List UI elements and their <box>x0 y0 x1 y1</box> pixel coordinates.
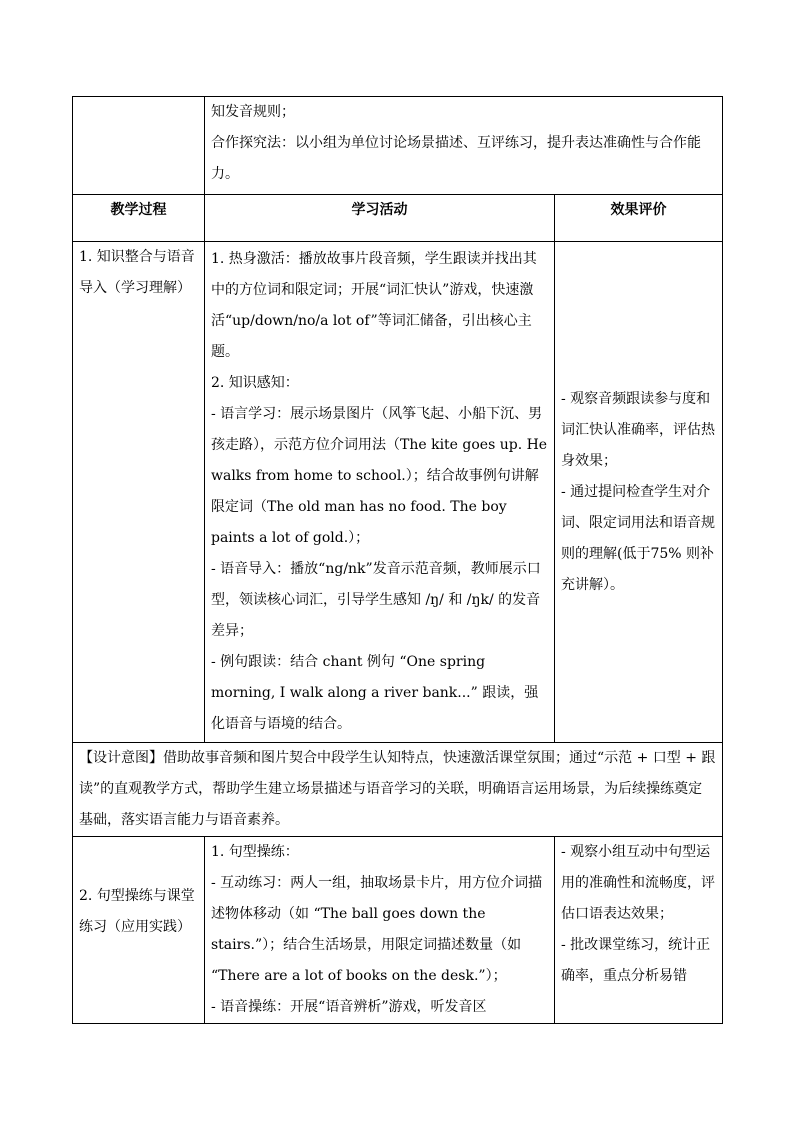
stage1-evaluation <box>555 242 723 743</box>
evaluation-paragraph: - 观察音频跟读参与度和词汇快认准确率，评估热身效果； <box>561 390 715 469</box>
design-intent: 【设计意图】借助故事音频和图片契合中段学生认知特点，快速激活课堂氛围；通过“示范 + 口型 + 跟读”的直观教学方式，帮助学生建立场景描述与语音学习的关联，明确语言运用场景，为后续操练奠定基础，落实语言能力与语音素养。 <box>73 743 723 837</box>
activity-paragraph: - 语音导入：播放“ng/nk”发音示范音频，教师展示口型，领读核心词汇，引导学生感知 /ŋ/ 和 /ŋk/ 的发音差异； <box>211 561 541 639</box>
stage1-name: 1. 知识整合与语音导入（学习理解） <box>73 242 205 743</box>
stage2-name <box>73 837 205 1024</box>
design-intent-row <box>73 743 723 837</box>
activity-paragraph: - 语音操练：开展“语音辨析”游戏，听发音区 <box>211 999 487 1015</box>
intro-row <box>73 97 723 195</box>
activity-paragraph: - 例句跟读：结合 chant 例句 “One spring morning, I walk along a river bank...” 跟读，强化语音与语境的结合。 <box>211 654 539 732</box>
activity-paragraph: 1. 句型操练： <box>211 844 299 860</box>
stage2-activities <box>205 837 555 1024</box>
stage2-name-text: 2. 句型操练与课堂练习（应用实践） <box>79 888 195 935</box>
intro-cell <box>205 97 723 195</box>
header-activities: 学习活动 <box>205 195 555 242</box>
stage2-evaluation <box>555 837 723 1024</box>
evaluation-paragraph: - 通过提问检查学生对介词、限定词用法和语音规则的理解(低于75% 则补充讲解）。 <box>561 483 715 593</box>
intro-line: 合作探究法：以小组为单位讨论场景描述、互评练习，提升表达准确性与合作能力。 <box>211 135 701 182</box>
evaluation-paragraph: - 批改课堂练习，统计正确率，重点分析易错 <box>561 937 711 984</box>
lesson-plan-table <box>72 96 723 1024</box>
evaluation-paragraph: - 观察小组互动中句型运用的准确性和流畅度，评估口语表达效果； <box>561 844 715 922</box>
header-row <box>73 195 723 242</box>
activity-paragraph: - 互动练习：两人一组，抽取场景卡片，用方位介词描述物体移动（如 “The ball goes down the stairs.”）；结合生活场景，用限定词描述数量（如 “There are a lot of books on the desk.”）； <box>211 875 543 984</box>
stage1-row <box>73 242 723 743</box>
intro-line: 知发音规则； <box>211 104 295 120</box>
stage2-row <box>73 837 723 1024</box>
activity-paragraph: 1. 热身激活：播放故事片段音频，学生跟读并找出其中的方位词和限定词；开展“词汇快认”游戏，快速激活“up/down/no/a lot of”等词汇储备，引出核心主题。 <box>211 251 537 360</box>
stage1-activities <box>205 242 555 743</box>
activity-paragraph: 2. 知识感知： <box>211 375 299 391</box>
activity-paragraph: - 语言学习：展示场景图片（风筝飞起、小船下沉、男孩走路），示范方位介词用法（The kite goes up. He walks from home to school.）；结合故事例句讲解限定词（The old man has no food. The boy paints a lot of gold.）； <box>211 406 548 546</box>
header-process: 教学过程 <box>73 195 205 242</box>
intro-blank-cell <box>73 97 205 195</box>
header-evaluation: 效果评价 <box>555 195 723 242</box>
